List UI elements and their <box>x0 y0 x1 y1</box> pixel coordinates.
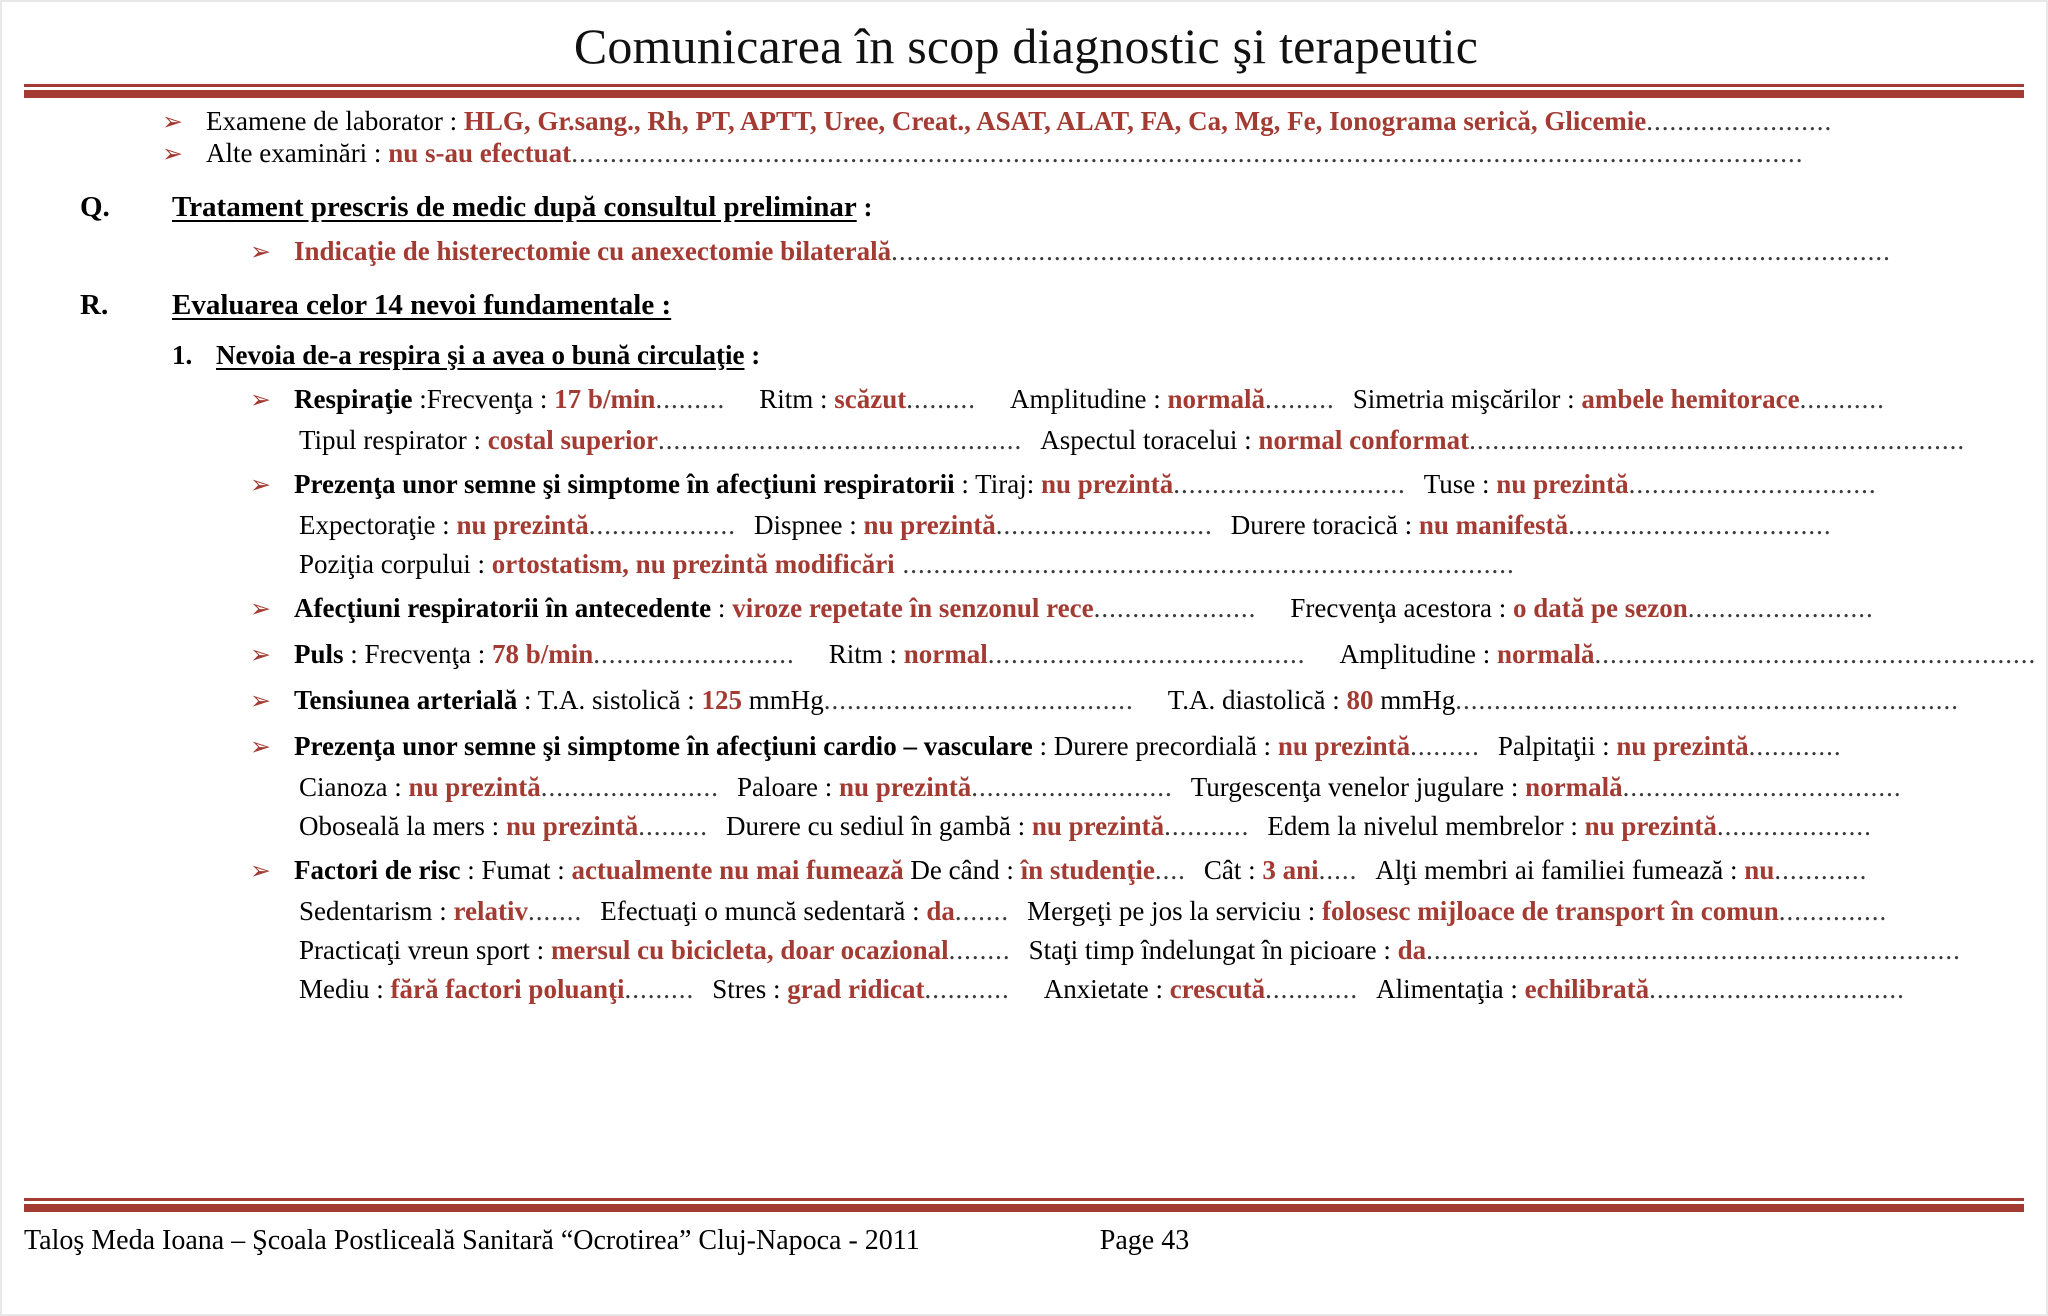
pulse-rhythm-value: normal <box>903 639 988 669</box>
lab-tests-value: HLG, Gr.sang., Rh, PT, APTT, Uree, Creat., ASAT, ALAT, FA, Ca, Mg, Fe, Ionograma serică, Glicemie <box>463 106 1647 136</box>
arrow-bullet-icon: ➢ <box>250 688 271 715</box>
precordial-pain-label: : Durere precordială : <box>1032 731 1278 761</box>
footer-page-number: Page 43 <box>1099 1225 1190 1256</box>
needs-heading: Evaluarea celor 14 nevoi fundamentale : <box>172 290 672 320</box>
thorax-aspect-dots: ................................................................ <box>1469 425 1966 455</box>
chest-pain-dots: .................................. <box>1568 510 1832 540</box>
chest-pain-value: nu manifestă <box>1418 510 1569 540</box>
leg-pain-value: nu prezintă <box>1031 811 1165 841</box>
environment-row <box>2 974 2048 1004</box>
jugular-turgescence-value: normală <box>1525 772 1623 802</box>
stress-value: grad ridicat <box>787 974 925 1004</box>
smoking-value: actualmente nu mai fumează <box>571 855 904 885</box>
arrow-bullet-icon: ➢ <box>250 734 271 761</box>
pallor-label: Paloare : <box>737 772 839 802</box>
palpitations-value: nu prezintă <box>1616 731 1749 761</box>
dyspnea-label: Dispnee : <box>753 510 864 540</box>
arrow-bullet-icon: ➢ <box>162 109 183 136</box>
respiratory-history-frequency-value: o dată pe sezon <box>1512 593 1688 623</box>
family-smoking-value: nu <box>1744 855 1775 885</box>
other-exams-label: Alte examinări : <box>206 138 389 168</box>
cough-label: Tuse : <box>1423 469 1497 499</box>
diet-label: Alimentaţia : <box>1376 974 1525 1004</box>
slide-content <box>2 106 2048 1186</box>
respiration-symmetry-label: Simetria mişcărilor : <box>1352 384 1582 414</box>
leg-pain-label: Durere cu sediul în gambă : <box>725 811 1032 841</box>
section-letter-r: R. <box>80 290 109 320</box>
tiraj-value: nu prezintă <box>1040 469 1174 499</box>
fatigue-label: Oboseală la mers : <box>299 811 506 841</box>
expectoration-dots: ................... <box>588 510 736 540</box>
need-1-heading: Nevoia de-a respira şi a avea o bună circulaţie <box>216 340 745 370</box>
cyanosis-label: Cianoza : <box>299 772 409 802</box>
pulse-rhythm-label: Ritm : <box>828 639 904 669</box>
respiration-type-dots: ............................................... <box>657 425 1023 455</box>
pulse-frequency-label: : Frecvenţa : <box>343 639 492 669</box>
smoking-since-dots: .... <box>1154 855 1186 885</box>
body-position-value: ortostatism, nu prezintă modificări <box>491 549 895 579</box>
pallor-dots: .......................... <box>971 772 1173 802</box>
sedentarism-dots: ....... <box>527 896 583 926</box>
environment-value: fără factori poluanţi <box>390 974 625 1004</box>
precordial-pain-dots: ......... <box>1410 731 1480 761</box>
list-item-pulse <box>2 639 2048 671</box>
list-item-respiratory-history <box>2 593 2048 625</box>
body-position-row <box>2 549 2048 579</box>
tiraj-label: : Tiraj: <box>954 469 1041 499</box>
need-1-heading-colon: : <box>744 340 761 370</box>
respiration-type-row <box>2 425 2048 455</box>
sport-dots: ........ <box>948 935 1011 965</box>
diet-value: echilibrată <box>1524 974 1650 1004</box>
diastolic-value: 80 <box>1346 685 1374 715</box>
diet-dots: ................................. <box>1649 974 1905 1004</box>
list-item-treatment-indication <box>2 236 2048 268</box>
tiraj-dots: .............................. <box>1173 469 1406 499</box>
expectoration-row <box>2 510 2048 540</box>
pulse-frequency-value: 78 b/min <box>491 639 594 669</box>
stress-dots: ........... <box>924 974 1010 1004</box>
respiration-title: Respiraţie <box>294 384 413 414</box>
slide-footer <box>24 1224 2028 1258</box>
standing-value: da <box>1397 935 1427 965</box>
treatment-heading: Tratament prescris de medic după consultul preliminar <box>172 192 857 222</box>
environment-dots: ......... <box>624 974 695 1004</box>
sedentary-work-value: da <box>926 896 955 926</box>
pallor-value: nu prezintă <box>838 772 972 802</box>
list-item-risk-factors <box>2 855 2048 887</box>
divider-thick-line <box>24 1204 2024 1212</box>
pulse-amplitude-dots: ......................................................... <box>1594 639 2037 669</box>
list-item-other-exams <box>2 138 2048 170</box>
diastolic-label: T.A. diastolică : <box>1167 685 1347 715</box>
family-smoking-label: Alţi membri ai familiei fumează : <box>1375 855 1745 885</box>
respiration-type-label: Tipul respirator : <box>299 425 488 455</box>
arrow-bullet-icon: ➢ <box>250 387 271 414</box>
arrow-bullet-icon: ➢ <box>250 239 271 266</box>
expectoration-label: Expectoraţie : <box>299 510 457 540</box>
page-title: Comunicarea în scop diagnostic şi terapeutic <box>573 18 1479 74</box>
arrow-bullet-icon: ➢ <box>162 141 183 168</box>
systolic-dots: ........................................ <box>823 685 1134 715</box>
diastolic-unit: mmHg <box>1373 685 1456 715</box>
thorax-aspect-value: normal conformat <box>1258 425 1470 455</box>
respiration-rhythm-dots: ......... <box>906 384 976 414</box>
sport-row <box>2 935 2048 965</box>
anxiety-label: Anxietate : <box>1043 974 1170 1004</box>
palpitations-label: Palpitaţii : <box>1497 731 1617 761</box>
respiration-amplitude-label: Amplitudine : <box>1009 384 1168 414</box>
smoking-duration-value: 3 ani <box>1262 855 1319 885</box>
cyanosis-value: nu prezintă <box>408 772 541 802</box>
anxiety-value: crescută <box>1169 974 1266 1004</box>
smoking-since-label: De când : <box>903 855 1021 885</box>
sedentarism-label: Sedentarism : <box>299 896 454 926</box>
arrow-bullet-icon: ➢ <box>250 858 271 885</box>
diastolic-dots: ................................................................. <box>1455 685 1960 715</box>
leg-pain-dots: ........... <box>1164 811 1250 841</box>
cough-dots: ................................ <box>1628 469 1877 499</box>
smoking-duration-dots: ..... <box>1318 855 1358 885</box>
treatment-indication-dots: ................................................................................................................................. <box>891 236 1891 266</box>
standing-dots: ..................................................................... <box>1426 935 1961 965</box>
fatigue-value: nu prezintă <box>505 811 639 841</box>
respiration-type-value: costal superior <box>487 425 658 455</box>
slide-title-area <box>2 10 2048 82</box>
systolic-value: 125 <box>701 685 743 715</box>
pulse-title: Puls <box>294 639 344 669</box>
other-exams-value: nu s-au efectuat <box>388 138 572 168</box>
respiratory-history-title: Afecţiuni respiratorii în antecedente <box>294 593 712 623</box>
arrow-bullet-icon: ➢ <box>250 596 271 623</box>
walk-to-work-dots: .............. <box>1778 896 1888 926</box>
footer-divider <box>24 1198 2024 1212</box>
footer-author: Taloş Meda Ioana – Şcoala Postliceală Sanitară “Ocrotirea” Cluj-Napoca - 2011 <box>24 1225 920 1256</box>
standing-label: Staţi timp îndelungat în picioare : <box>1028 935 1398 965</box>
respiratory-history-value: viroze repetate în senzonul rece <box>732 593 1094 623</box>
respiratory-signs-title: Prezenţa unor semne şi simptome în afecţiuni respiratorii <box>294 469 955 499</box>
thorax-aspect-label: Aspectul toracelui : <box>1040 425 1259 455</box>
jugular-turgescence-dots: .................................... <box>1622 772 1902 802</box>
sport-label: Practicaţi vreun sport : <box>299 935 551 965</box>
dyspnea-value: nu prezintă <box>863 510 996 540</box>
section-q-heading <box>2 192 2048 222</box>
respiration-frequency-dots: ......... <box>655 384 726 414</box>
cardio-signs-title: Prezenţa unor semne şi simptome în afecţiuni cardio – vasculare <box>294 731 1033 761</box>
pulse-frequency-dots: .......................... <box>593 639 795 669</box>
sedentarism-value: relativ <box>453 896 528 926</box>
respiration-rhythm-value: scăzut <box>834 384 907 414</box>
treatment-heading-colon: : <box>856 192 873 222</box>
edema-value: nu prezintă <box>1584 811 1717 841</box>
smoking-duration-label: Cât : <box>1203 855 1263 885</box>
systolic-unit: mmHg <box>742 685 824 715</box>
respiration-symmetry-dots: ........... <box>1799 384 1885 414</box>
family-smoking-dots: ............ <box>1774 855 1868 885</box>
need-number-1: 1. <box>172 340 193 370</box>
palpitations-dots: ............ <box>1748 731 1842 761</box>
dyspnea-dots: ............................ <box>995 510 1213 540</box>
stress-label: Stres : <box>712 974 788 1004</box>
fatigue-row <box>2 811 2048 841</box>
divider-thick-line <box>24 90 2024 98</box>
pulse-amplitude-value: normală <box>1497 639 1595 669</box>
list-item-blood-pressure <box>2 685 2048 717</box>
lab-tests-dots: ........................ <box>1646 106 1833 136</box>
environment-label: Mediu : <box>299 974 391 1004</box>
respiratory-history-frequency-dots: ........................ <box>1687 593 1874 623</box>
arrow-bullet-icon: ➢ <box>250 642 271 669</box>
respiration-amplitude-value: normală <box>1167 384 1265 414</box>
respiratory-history-colon: : <box>711 593 733 623</box>
cough-value: nu prezintă <box>1496 469 1629 499</box>
smoking-label: : Fumat : <box>460 855 572 885</box>
lab-tests-label: Examene de laborator : <box>206 106 464 136</box>
cyanosis-dots: ....................... <box>540 772 719 802</box>
respiratory-history-frequency-label: Frecvenţa acestora : <box>1290 593 1513 623</box>
anxiety-dots: ............ <box>1265 974 1359 1004</box>
cyanosis-row <box>2 772 2048 802</box>
walk-to-work-label: Mergeţi pe jos la serviciu : <box>1027 896 1323 926</box>
section-r-heading <box>2 290 2048 320</box>
respiration-amplitude-dots: ......... <box>1264 384 1335 414</box>
sedentarism-row <box>2 896 2048 926</box>
respiration-frequency-value: 17 b/min <box>554 384 656 414</box>
list-item-respiratory-signs <box>2 469 2048 501</box>
edema-label: Edem la nivelul membrelor : <box>1267 811 1585 841</box>
arrow-bullet-icon: ➢ <box>250 472 271 499</box>
edema-dots: .................... <box>1716 811 1872 841</box>
other-exams-dots: ............................................................................................................................................................... <box>571 138 1804 168</box>
pulse-amplitude-label: Amplitudine : <box>1339 639 1498 669</box>
chest-pain-label: Durere toracică : <box>1230 510 1419 540</box>
respiration-symmetry-value: ambele hemitorace <box>1581 384 1800 414</box>
blood-pressure-title: Tensiunea arterială <box>294 685 518 715</box>
fatigue-dots: ......... <box>638 811 708 841</box>
treatment-indication-value: Indicaţie de histerectomie cu anexectomie bilaterală <box>294 236 892 266</box>
jugular-turgescence-label: Turgescenţa venelor jugulare : <box>1190 772 1526 802</box>
sedentary-work-dots: ....... <box>954 896 1010 926</box>
body-position-dots: ............................................................................... <box>894 549 1515 579</box>
body-position-label: Poziţia corpului : <box>299 549 492 579</box>
respiration-frequency-label: :Frecvenţa : <box>412 384 555 414</box>
respiration-rhythm-label: Ritm : <box>759 384 835 414</box>
walk-to-work-value: folosesc mijloace de transport în comun <box>1322 896 1779 926</box>
list-item-cardio-signs <box>2 731 2048 763</box>
sedentary-work-label: Efectuaţi o muncă sedentară : <box>600 896 927 926</box>
expectoration-value: nu prezintă <box>456 510 589 540</box>
systolic-label: : T.A. sistolică : <box>517 685 702 715</box>
section-letter-q: Q. <box>80 192 110 222</box>
respiratory-history-dots: ..................... <box>1093 593 1257 623</box>
sport-value: mersul cu bicicleta, doar ocazional <box>550 935 949 965</box>
risk-factors-title: Factori de risc <box>294 855 461 885</box>
precordial-pain-value: nu prezintă <box>1277 731 1411 761</box>
need-1-heading-row <box>2 340 2048 370</box>
smoking-since-value: în studenţie <box>1020 855 1155 885</box>
list-item-lab-tests <box>2 106 2048 138</box>
list-item-respiration <box>2 384 2048 416</box>
pulse-rhythm-dots: ......................................... <box>987 639 1306 669</box>
header-divider <box>24 84 2024 98</box>
